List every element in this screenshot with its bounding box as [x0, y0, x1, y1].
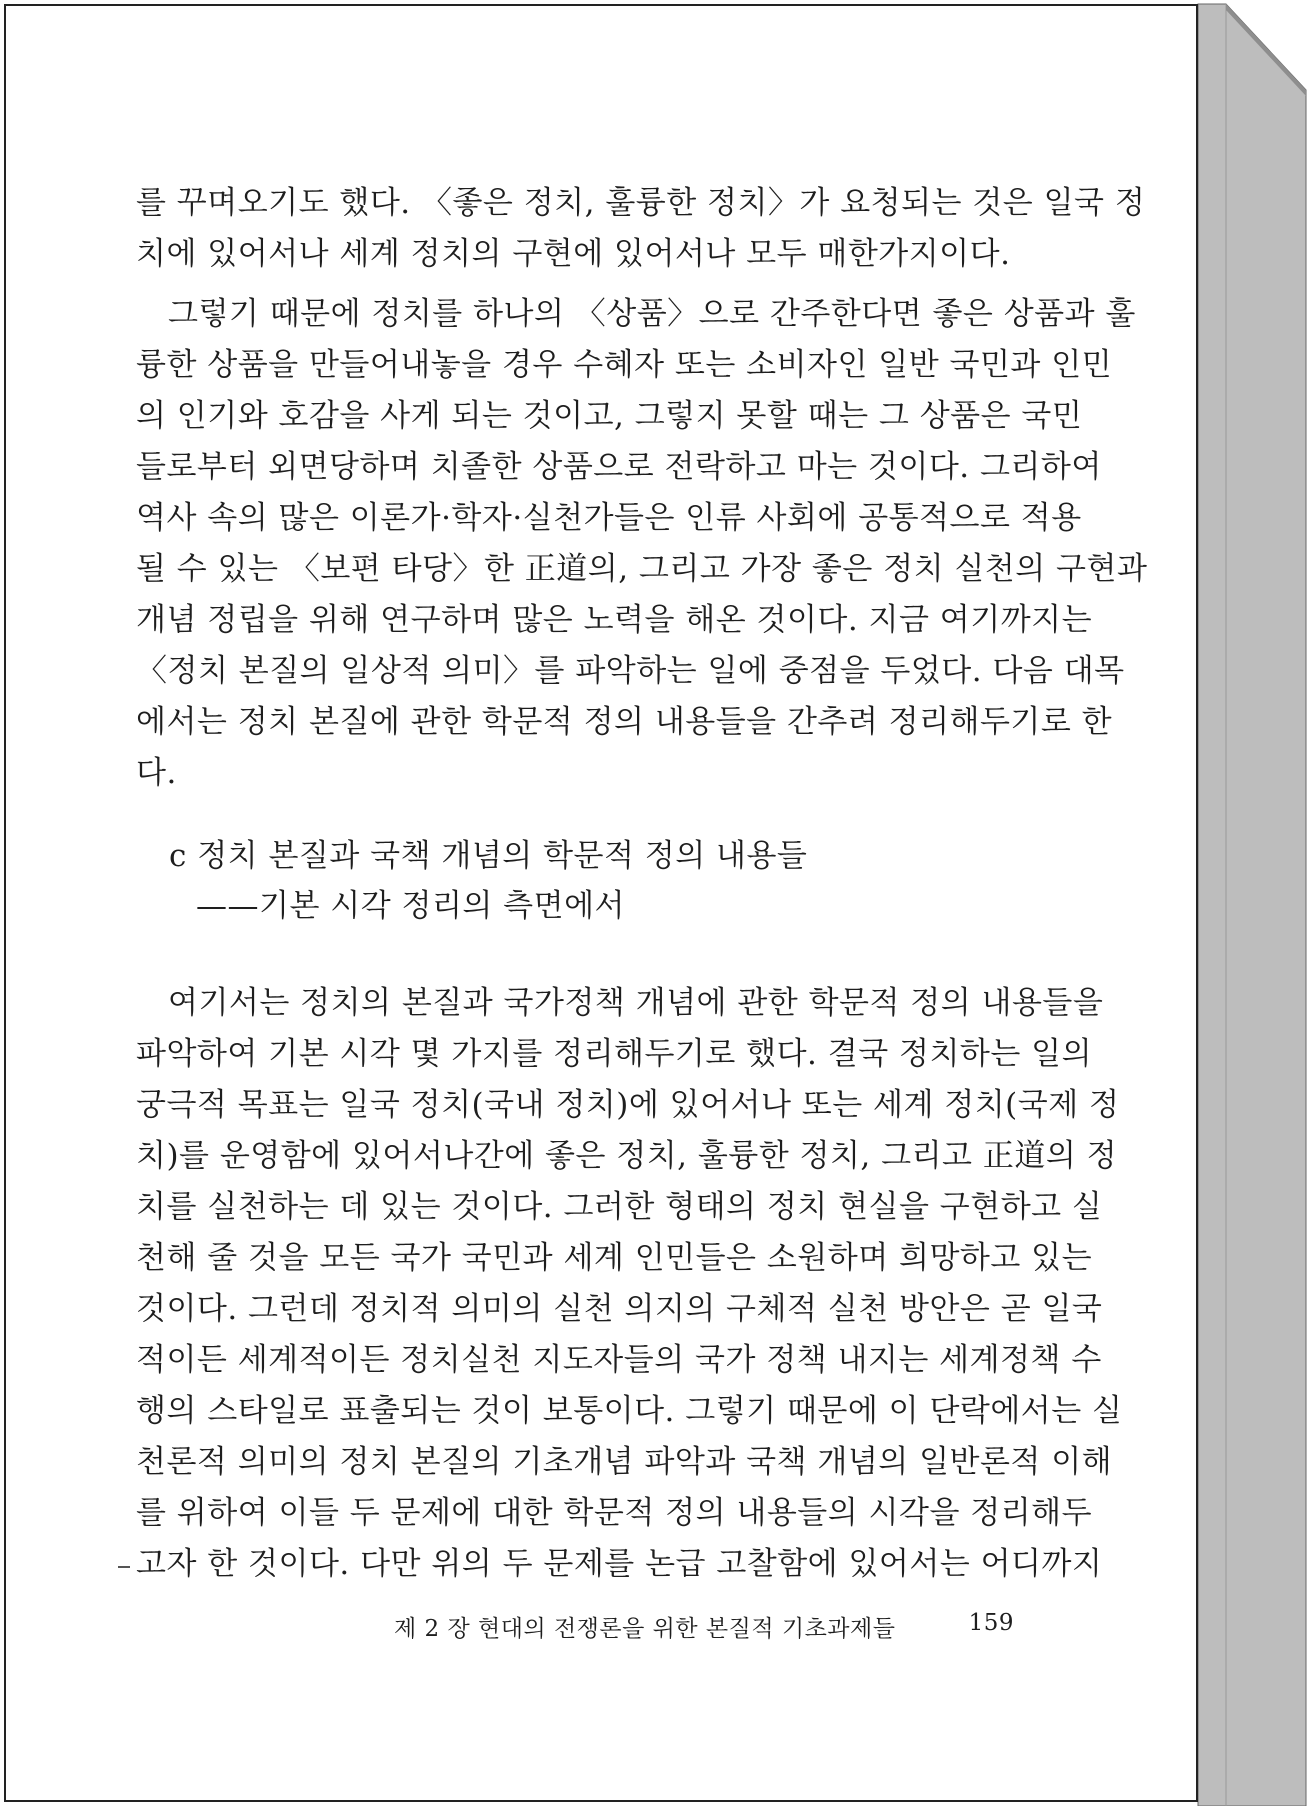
text-line: 파악하여 기본 시각 몇 가지를 정리해두기로 했다. 결국 정치하는 일의: [136, 1036, 1093, 1072]
text-line: 여기서는 정치의 본질과 국가정책 개념에 관한 학문적 정의 내용들을: [168, 985, 1104, 1021]
text-line: 될 수 있는 〈보편 타당〉한 正道의, 그리고 가장 좋은 정치 실천의 구현과: [136, 551, 1148, 587]
text-line: 그렇기 때문에 정치를 하나의 〈상품〉으로 간주한다면 좋은 상품과 훌: [168, 296, 1136, 332]
text-line: 궁극적 목표는 일국 정치(국내 정치)에 있어서나 또는 세계 정치(국제 정: [136, 1087, 1120, 1123]
margin-mark: [118, 1566, 130, 1568]
paragraph-continued: [136, 178, 1146, 280]
text-line: 치를 실천하는 데 있는 것이다. 그러한 형태의 정치 현실을 구현하고 실: [136, 1189, 1103, 1225]
text-line: 의 인기와 호감을 사게 되는 것이고, 그렇지 못할 때는 그 상품은 국민: [136, 398, 1083, 434]
text-line: 것이다. 그런데 정치적 의미의 실천 의지의 구체적 실천 방안은 곧 일국: [136, 1291, 1103, 1327]
text-line: 들로부터 외면당하며 치졸한 상품으로 전락하고 마는 것이다. 그리하여: [136, 449, 1102, 485]
paragraph-section-body: [136, 978, 1123, 1590]
text-line: 를 꾸며오기도 했다. 〈좋은 정치, 훌륭한 정치〉가 요청되는 것은 일국 정: [136, 185, 1146, 221]
running-head: 제 2 장 현대의 전쟁론을 위한 본질적 기초과제들: [394, 1616, 896, 1642]
text-line: 행의 스타일로 표출되는 것이 보통이다. 그렇기 때문에 이 단락에서는 실: [136, 1393, 1123, 1429]
paragraph-product-analogy: [136, 289, 1148, 799]
text-line: 개념 정립을 위해 연구하며 많은 노력을 해온 것이다. 지금 여기까지는: [136, 602, 1093, 638]
text-line: 천해 줄 것을 모든 국가 국민과 세계 인민들은 소원하며 희망하고 있는: [136, 1240, 1093, 1276]
text-line: 고자 한 것이다. 다만 위의 두 문제를 논급 고찰함에 있어서는 어디까지: [136, 1546, 1103, 1582]
section-subtitle: ——기본 시각 정리의 측면에서: [196, 888, 625, 924]
section-heading: [169, 831, 807, 931]
text-line: 치에 있어서나 세계 정치의 구현에 있어서나 모두 매한가지이다.: [136, 236, 1011, 272]
page-number: 159: [968, 1610, 1014, 1636]
text-line: 륭한 상품을 만들어내놓을 경우 수혜자 또는 소비자인 일반 국민과 인민: [136, 347, 1113, 383]
text-line: 에서는 정치 본질에 관한 학문적 정의 내용들을 간추려 정리해두기로 한: [136, 704, 1113, 740]
section-title: c 정치 본질과 국책 개념의 학문적 정의 내용들: [169, 838, 808, 874]
text-line: 천론적 의미의 정치 본질의 기초개념 파악과 국책 개념의 일반론적 이해: [136, 1444, 1113, 1480]
text-line: 역사 속의 많은 이론가·학자·실천가들은 인류 사회에 공통적으로 적용: [136, 500, 1082, 536]
text-line: 치)를 운영함에 있어서나간에 좋은 정치, 훌륭한 정치, 그리고 正道의 정: [136, 1138, 1118, 1174]
text-line: 적이든 세계적이든 정치실천 지도자들의 국가 정책 내지는 세계정책 수: [136, 1342, 1102, 1378]
page-footer: [394, 1610, 1014, 1643]
text-line: 를 위하여 이들 두 문제에 대한 학문적 정의 내용들의 시각을 정리해두: [136, 1495, 1093, 1531]
book-page: [4, 4, 1198, 1802]
text-line: 다.: [136, 755, 177, 791]
text-line: 〈정치 본질의 일상적 의미〉를 파악하는 일에 중점을 두었다. 다음 대목: [136, 653, 1125, 689]
